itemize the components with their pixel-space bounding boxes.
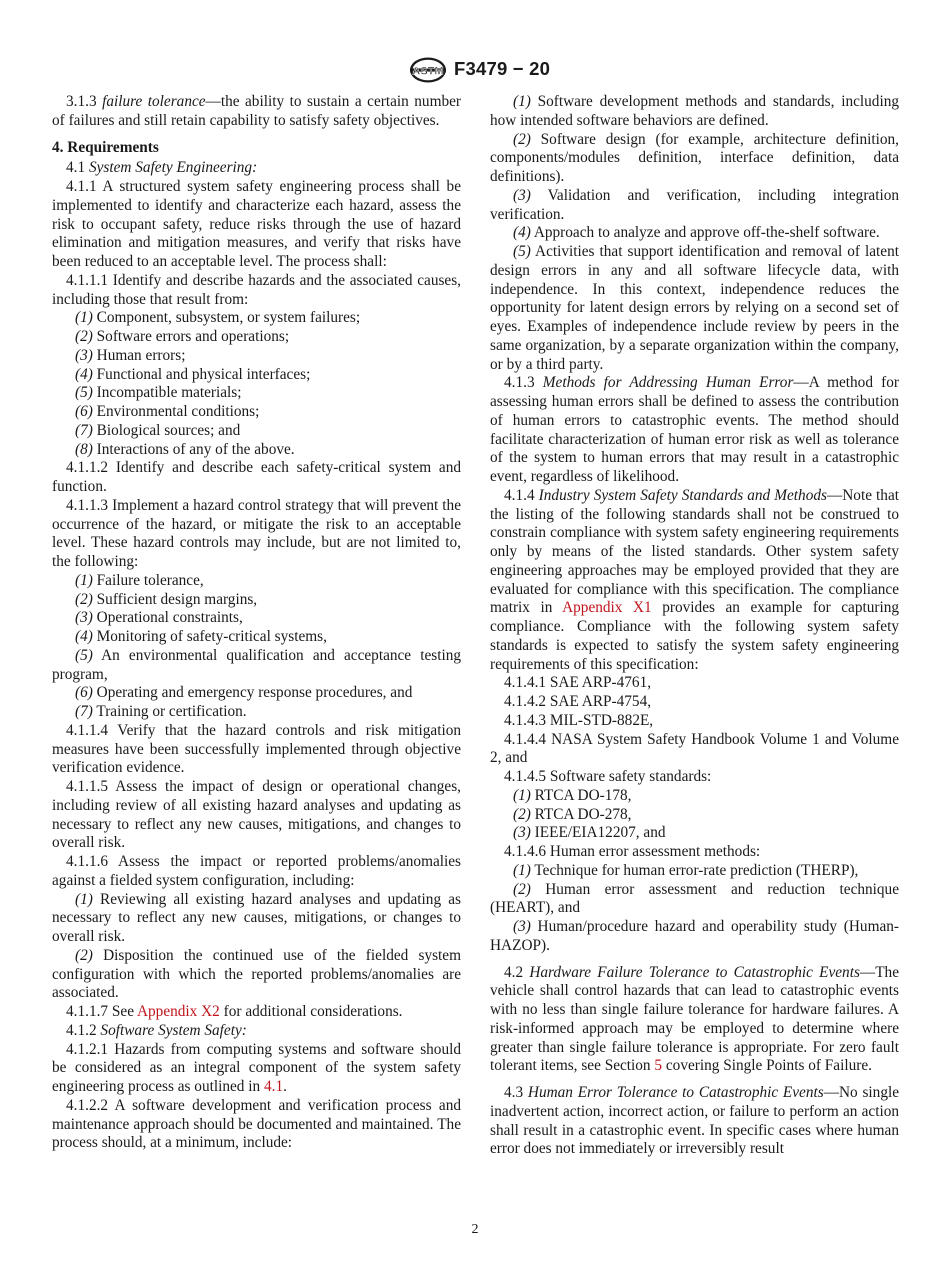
section-heading-4: 4. Requirements: [52, 138, 159, 156]
list-item: (4) Functional and physical interfaces;: [75, 365, 311, 383]
standard-designation: F3479 − 20: [454, 58, 551, 79]
list-item: (3) Validation and verification, including integration verification.: [490, 186, 899, 223]
list-item: (2) Software errors and operations;: [75, 328, 290, 345]
section-4-1-1-4: 4.1.1.4 Verify that the hazard controls and risk mitigation measures have been successfully implemented through objective verification evidence.: [52, 721, 461, 777]
section-4-1-1: 4.1.1 A structured system safety engineering process shall be implemented to identify and characterize each hazard, assess the risk to occupant safety, reduce risks through the use of hazard elimination and mitigation measures, and verify that risks have been reduced to an acceptable level. The process shall:: [52, 178, 461, 270]
section-4-1-4-6: 4.1.4.6 Human error assessment methods:: [504, 843, 761, 860]
list-item: (1) Software development methods and standards, including how intended software behaviors are defined.: [490, 93, 899, 129]
section-4-1-4-2: 4.1.4.2 SAE ARP-4754,: [504, 693, 652, 710]
section-4-2: 4.2 Hardware Failure Tolerance to Catastrophic Events—The vehicle shall control hazards that can lead to catastrophic events with no less than single failure tolerance for hardware failures. A risk-informed approach may be employed to determine where greater than single failure tolerance is appropriate. For zero fault tolerant items, see Section 5 covering Single Points of Failure.: [490, 963, 899, 1075]
list-item: (3) Operational constraints,: [75, 609, 243, 627]
list-item: (2) Disposition the continued use of the fielded system configuration with which the reported problems/anomalies are associated.: [52, 946, 461, 1002]
section-4-1-1-6: 4.1.1.6 Assess the impact or reported problems/anomalies against a fielded system configuration, including:: [52, 853, 461, 889]
list-item: (1) Reviewing all existing hazard analyses and updating as necessary to reflect any new causes, mitigations, or changes to overall risk.: [52, 890, 461, 945]
section-4-1-link[interactable]: 4.1: [263, 1078, 284, 1095]
section-4-1-4-3: 4.1.4.3 MIL-STD-882E,: [504, 711, 654, 729]
left-column: [52, 93, 461, 1153]
page-number: 2: [471, 1222, 479, 1237]
list-item: (4) Monitoring of safety-critical systems,: [75, 628, 327, 645]
list-item: (3) IEEE/EIA12207, and: [513, 824, 666, 842]
list-item: (5) Activities that support identification and removal of latent design errors in any and all software lifecycle data, with independence. In this context, independence reduces the opportunity for latent design errors by relying on a second set of eyes. Examples of independence include review by peers in the same organization, by a separate organization within the company, or by a third party.: [490, 243, 899, 373]
list-item: (4) Approach to analyze and approve off-the-shelf software.: [513, 224, 880, 242]
section-4-1-4: 4.1.4 Industry System Safety Standards and Methods—Note that the listing of the following standards shall not be construed to constrain compliance with system safety engineering requirements only by means of the listed standards. Other system safety engineering approaches may be employed provided that they are evaluated for compliance with this specification. The compliance matrix in Appendix X1 provides an example for capturing compliance. Compliance with the following system safety standards is expected to satisfy the system safety engineering requirements of this specification:: [490, 486, 900, 673]
logo-text: ASTM: [412, 65, 444, 78]
section-4-1-2-1: 4.1.2.1 Hazards from computing systems and software should be considered as an integral component of the system safety engineering process as outlined in 4.1.: [52, 1040, 461, 1095]
appendix-x2-link[interactable]: Appendix X2: [136, 1003, 220, 1020]
section-4-1-1-3: 4.1.1.3 Implement a hazard control strategy that will prevent the occurrence of the hazard, or mitigate the risk to an acceptable level. These hazard controls may include, but are not limited to, the following:: [52, 496, 461, 570]
list-item: (6) Operating and emergency response procedures, and: [75, 684, 413, 702]
list-item: (5) An environmental qualification and acceptance testing program,: [52, 646, 461, 683]
section-4-1-1-2: 4.1.1.2 Identify and describe each safety-critical system and function.: [52, 459, 461, 495]
list-item: (1) Failure tolerance,: [75, 571, 204, 589]
list-item: (3) Human/procedure hazard and operability study (Human-HAZOP).: [490, 918, 899, 954]
section-4-1-2-2: 4.1.2.2 A software development and verification process and maintenance approach should be documented and maintained. The process should, at a minimum, include:: [52, 1096, 461, 1152]
section-3-1-3: 3.1.3 failure tolerance—the ability to sustain a certain number of failures and still retain capability to satisfy safety objectives.: [52, 93, 461, 129]
section-4-1: 4.1 System Safety Engineering:: [66, 159, 258, 177]
list-item: (1) Component, subsystem, or system failures;: [75, 309, 361, 327]
section-4-1-2: 4.1.2 Software System Safety:: [66, 1021, 247, 1039]
list-item: (2) Human error assessment and reduction technique (HEART), and: [490, 880, 899, 917]
list-item: (5) Incompatible materials;: [75, 384, 242, 402]
list-item: (8) Interactions of any of the above.: [75, 440, 295, 458]
section-4-1-4-5: 4.1.4.5 Software safety standards:: [504, 768, 712, 785]
appendix-x1-link[interactable]: Appendix X1: [562, 599, 652, 617]
section-4-1-4-4: 4.1.4.4 NASA System Safety Handbook Volume 1 and Volume 2, and: [490, 730, 899, 767]
list-item: (6) Environmental conditions;: [75, 403, 260, 420]
list-item: (7) Biological sources; and: [75, 421, 241, 439]
section-4-1-1-1: 4.1.1.1 Identify and describe hazards and the associated causes, including those that result from:: [52, 271, 461, 308]
list-item: (1) Technique for human error-rate prediction (THERP),: [513, 861, 859, 879]
astm-logo-icon: [408, 56, 448, 84]
section-4-1-1-7: 4.1.1.7 See Appendix X2 for additional considerations.: [66, 1003, 403, 1020]
list-item: (7) Training or certification.: [75, 703, 247, 720]
page-header: [0, 56, 950, 86]
list-item: (2) Software design (for example, architecture definition, components/modules definition, interface definition, data definitions).: [490, 130, 899, 185]
list-item: (2) RTCA DO-278,: [513, 805, 632, 823]
section-4-1-4-1: 4.1.4.1 SAE ARP-4761,: [504, 674, 652, 692]
list-item: (3) Human errors;: [75, 346, 186, 364]
section-4-1-1-5: 4.1.1.5 Assess the impact of design or operational changes, including review of all existing hazard analyses and updating as necessary to reflect any new causes, mitigations, and changes to overall risk.: [52, 778, 461, 852]
section-5-link[interactable]: 5: [654, 1057, 663, 1075]
list-item: (1) RTCA DO-178,: [513, 786, 632, 804]
section-4-1-3: 4.1.3 Methods for Addressing Human Error—A method for assessing human errors shall be defined to assess the contribution of human errors to catastrophic events. The method should facilitate characterization of human error risk as well as tolerance of the system to human errors that may result in a catastrophic event, regardless of likelihood.: [490, 374, 900, 485]
section-4-3: 4.3 Human Error Tolerance to Catastrophic Events—No single inadvertent action, incorrect action, or failure to perform an action shall result in a catastrophic event. In specific cases where human error does not immediately or irreversibly result: [490, 1084, 900, 1158]
term: failure tolerance: [102, 93, 206, 110]
right-column: [490, 93, 899, 1159]
list-item: (2) Sufficient design margins,: [75, 590, 258, 608]
